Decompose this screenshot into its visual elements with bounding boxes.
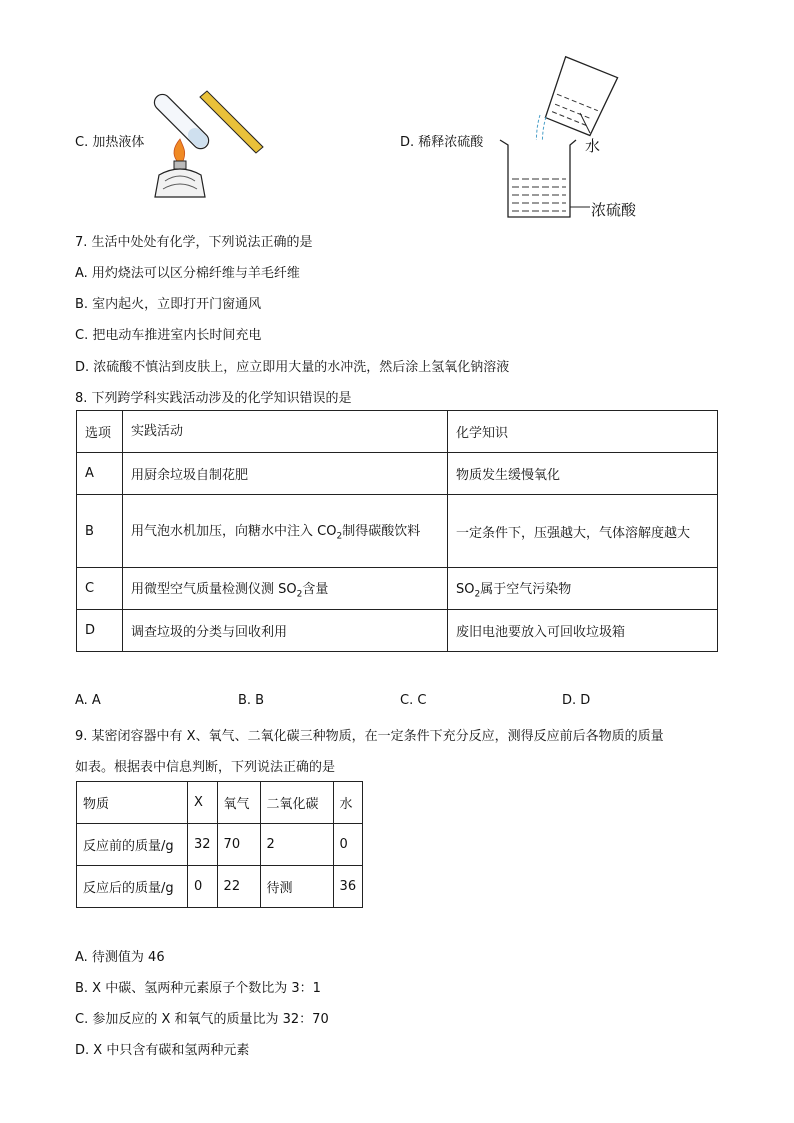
cell: 反应前的质量/g (77, 824, 188, 866)
q7-option-c: C. 把电动车推进室内长时间充电 (75, 328, 262, 343)
table-row (77, 568, 718, 610)
row-activity: 用厨余垃圾自制花肥 (123, 453, 448, 495)
row-knowledge: 一定条件下，压强越大，气体溶解度越大 (448, 495, 718, 568)
q8-option-c: C. C (400, 693, 427, 708)
header-oxygen: 氧气 (217, 782, 260, 824)
row-knowledge: $SO_2$属于空气污染物 (448, 568, 718, 610)
q9-stem-line1: 9. 某密闭容器中有 X、氧气、二氧化碳三种物质，在一定条件下充分反应，测得反应前后各物质的质量 (75, 729, 664, 744)
pouring-beaker (542, 57, 618, 137)
row-activity: 用微型空气质量检测仪测 $SO_2$含量 (123, 568, 448, 610)
alcohol-lamp (155, 169, 205, 197)
q7-stem: 7. 生活中处处有化学，下列说法正确的是 (75, 235, 313, 250)
row-option: B (77, 495, 123, 568)
q8-option-b: B. B (238, 693, 265, 708)
q9-option-c: C. 参加反应的 X 和氧气的质量比为 32：70 (75, 1012, 329, 1027)
cell: 反应后的质量/g (77, 866, 188, 908)
row-activity: 用气泡水机加压，向糖水中注入 $CO_2$制得碳酸饮料 (123, 495, 448, 568)
header-x: X (188, 782, 218, 824)
acid-label: 浓硫酸 (591, 201, 637, 219)
table-row (77, 453, 718, 495)
header-water: 水 (333, 782, 363, 824)
flame (174, 139, 185, 161)
cell: 70 (217, 824, 260, 866)
option-c-label: C. 加热液体 (75, 135, 145, 150)
table-header-row (77, 782, 363, 824)
header-activity: 实践活动 (123, 411, 448, 453)
q7-option-a: A. 用灼烧法可以区分棉纤维与羊毛纤维 (75, 266, 300, 281)
table-header-row (77, 411, 718, 453)
cell: 22 (217, 866, 260, 908)
q8-stem: 8. 下列跨学科实践活动涉及的化学知识错误的是 (75, 391, 352, 406)
q9-table (76, 781, 363, 908)
q7-option-b: B. 室内起火，立即打开门窗通风 (75, 297, 262, 312)
cell: 0 (188, 866, 218, 908)
q8-option-a: A. A (75, 693, 101, 708)
row-knowledge: 废旧电池要放入可回收垃圾箱 (448, 610, 718, 652)
q9-option-a: A. 待测值为 46 (75, 950, 165, 965)
option-d-label: D. 稀释浓硫酸 (400, 135, 484, 150)
q8-option-d: D. D (562, 693, 591, 708)
row-option: C (77, 568, 123, 610)
q8-table (76, 410, 718, 652)
table-row (77, 866, 363, 908)
heating-liquid-illustration (145, 75, 270, 205)
q9-option-b: B. X 中碳、氢两种元素原子个数比为 3：1 (75, 981, 321, 996)
row-option: D (77, 610, 123, 652)
cell: 待测 (260, 866, 333, 908)
q9-stem-line2: 如表。根据表中信息判断，下列说法正确的是 (75, 760, 336, 775)
table-row (77, 495, 718, 568)
lamp-wick-holder (174, 161, 186, 169)
header-option: 选项 (77, 411, 123, 453)
row-option: A (77, 453, 123, 495)
header-knowledge: 化学知识 (448, 411, 718, 453)
q7-option-d: D. 浓硫酸不慎沾到皮肤上，应立即用大量的水冲洗，然后涂上氢氧化钠溶液 (75, 360, 510, 375)
cell: 36 (333, 866, 363, 908)
water-label: 水 (585, 137, 601, 155)
row-activity: 调查垃圾的分类与回收利用 (123, 610, 448, 652)
q9-option-d: D. X 中只含有碳和氢两种元素 (75, 1043, 250, 1058)
header-co2: 二氧化碳 (260, 782, 333, 824)
cell: 2 (260, 824, 333, 866)
cell: 0 (333, 824, 363, 866)
header-substance: 物质 (77, 782, 188, 824)
test-tube-holder (200, 91, 263, 153)
cell: 32 (188, 824, 218, 866)
table-row (77, 824, 363, 866)
row-knowledge: 物质发生缓慢氧化 (448, 453, 718, 495)
table-row (77, 610, 718, 652)
